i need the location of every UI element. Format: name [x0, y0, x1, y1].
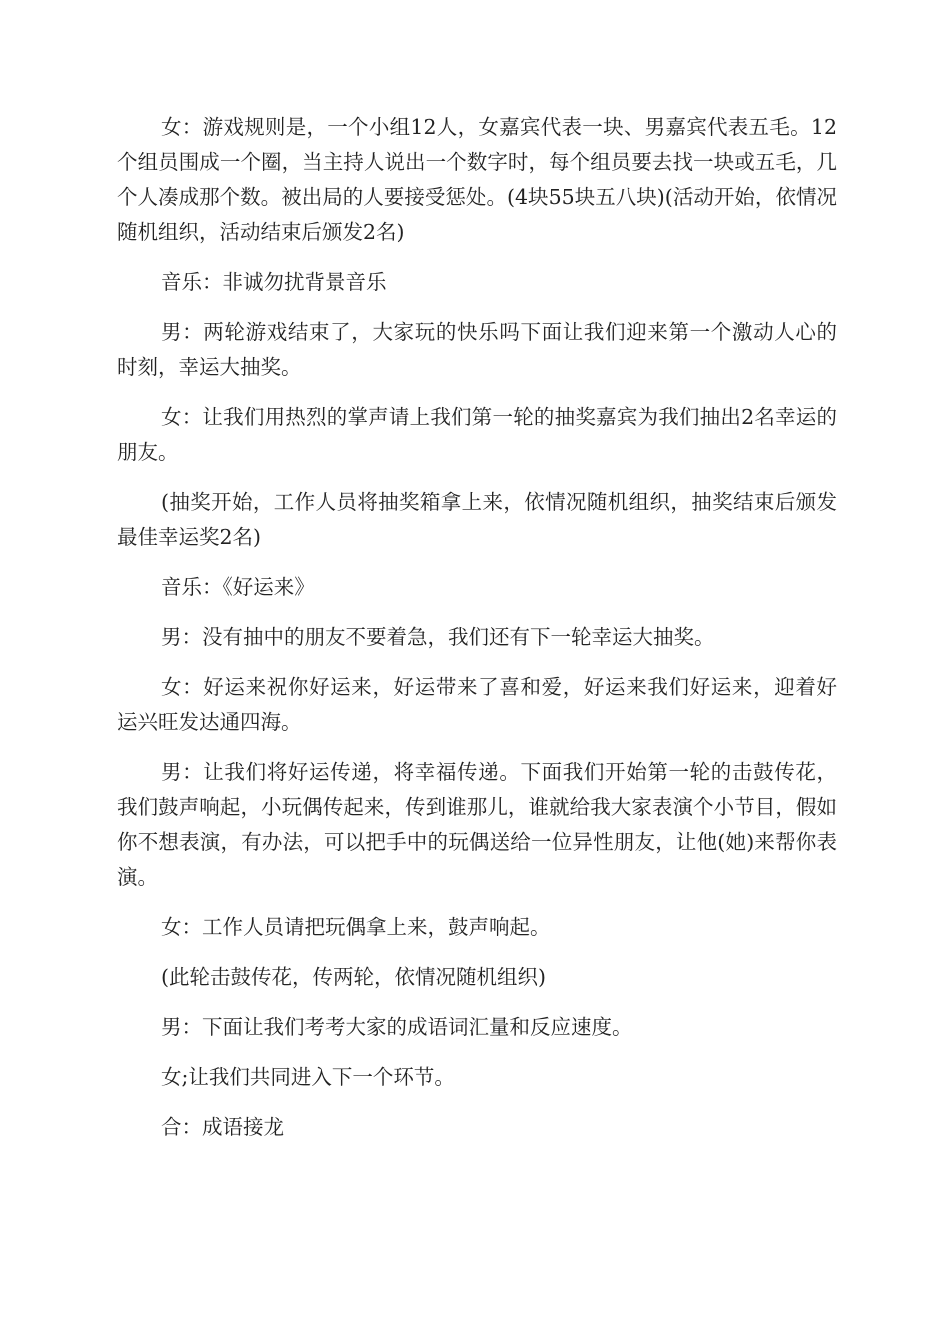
document-body [117, 110, 837, 1160]
paragraph-draw-start-note: (抽奖开始，工作人员将抽奖箱拿上来，依情况随机组织，抽奖结束后颁发最佳幸运奖2名) [117, 490, 837, 549]
paragraph-idiom-test: 男：下面让我们考考大家的成语词汇量和反应速度。 [161, 1015, 633, 1039]
paragraph-pass-note: (此轮击鼓传花，传两轮，依情况随机组织) [161, 965, 546, 989]
paragraph-next-segment: 女;让我们共同进入下一个环节。 [161, 1065, 455, 1089]
paragraph-idiom-chain: 合：成语接龙 [161, 1115, 284, 1139]
paragraph-game-rules: 女：游戏规则是，一个小组12人，女嘉宾代表一块、男嘉宾代表五毛。12个组员围成一个圈，当主持人说出一个数字时，每个组员要去找一块或五毛，几个人凑成那个数。被出局的人要接受惩处。(4块55块五八块)(活动开始，依情况随机组织，活动结束后颁发2名) [117, 115, 837, 244]
paragraph-good-luck-song: 女：好运来祝你好运来，好运带来了喜和爱，好运来我们好运来，迎着好运兴旺发达通四海。 [117, 675, 837, 734]
paragraph-music-good-luck: 音乐：《好运来》 [161, 575, 315, 599]
paragraph-bring-doll: 女：工作人员请把玩偶拿上来，鼓声响起。 [161, 915, 551, 939]
paragraph-music-background: 音乐：非诚勿扰背景音乐 [161, 270, 387, 294]
paragraph-lucky-draw-intro: 男：两轮游戏结束了，大家玩的快乐吗下面让我们迎来第一个激动人心的时刻，幸运大抽奖。 [117, 320, 837, 379]
paragraph-next-round: 男：没有抽中的朋友不要着急，我们还有下一轮幸运大抽奖。 [161, 625, 715, 649]
paragraph-draw-guest: 女：让我们用热烈的掌声请上我们第一轮的抽奖嘉宾为我们抽出2名幸运的朋友。 [117, 405, 837, 464]
paragraph-pass-the-parcel: 男：让我们将好运传递，将幸福传递。下面我们开始第一轮的击鼓传花，我们鼓声响起，小玩偶传起来，传到谁那儿，谁就给我大家表演个小节目，假如你不想表演，有办法，可以把手中的玩偶送给一位异性朋友，让他(她)来帮你表演。 [117, 760, 837, 889]
